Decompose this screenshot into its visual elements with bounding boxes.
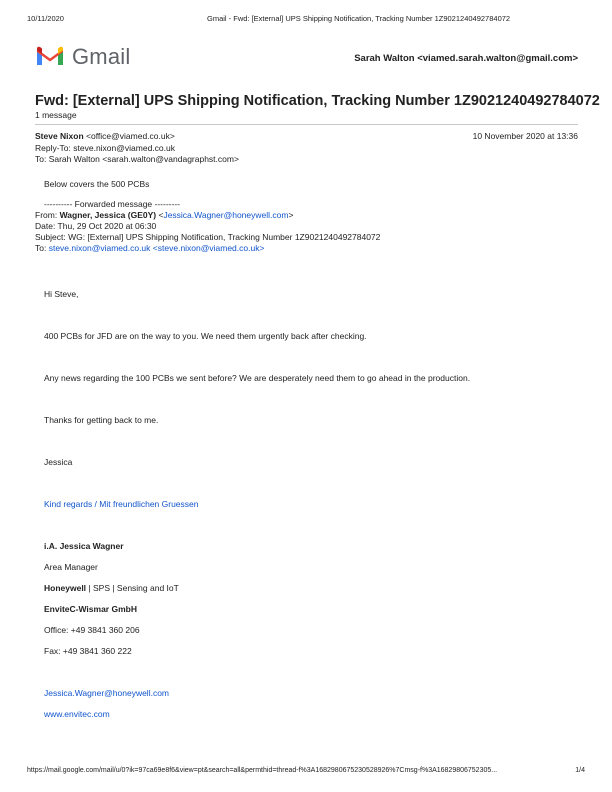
signature-subsidiary: EnviteC-Wismar GmbH <box>44 604 137 614</box>
fwd-to-line <box>35 243 264 253</box>
signature-office-phone: Office: +49 3841 360 206 <box>44 625 140 635</box>
fwd-to-email-link-2[interactable]: <steve.nixon@viamed.co.uk> <box>152 243 265 253</box>
signature-email-link[interactable]: Jessica.Wagner@honeywell.com <box>44 688 170 698</box>
fwd-from-label: From: <box>35 210 60 220</box>
reply-to-line: Reply-To: steve.nixon@viamed.co.uk <box>35 142 175 153</box>
signature-company-name: Honeywell <box>44 583 87 593</box>
fwd-to-email-link[interactable]: steve.nixon@viamed.co.uk <box>48 243 151 253</box>
fwd-to-label: To: <box>35 243 49 253</box>
signature-company-division: | SPS | Sensing and IoT <box>86 583 179 593</box>
regards-line: Kind regards / Mit freundlichen Gruessen <box>44 499 199 509</box>
signature-website-link[interactable]: www.envitec.com <box>44 709 110 719</box>
signoff: Jessica <box>44 457 73 467</box>
account-identity: Sarah Walton <viamed.sarah.walton@gmail.com> <box>354 53 578 64</box>
fwd-from-line <box>35 210 293 220</box>
forward-header: ---------- Forwarded message --------- <box>44 199 180 209</box>
gmail-logo-icon <box>35 45 65 67</box>
message-count: 1 message <box>35 110 77 120</box>
print-url: https://mail.google.com/mail/u/0?ik=97ca69e8f6&view=pt&search=all&permthid=thread-f%3A1682980675230528926%7Cmsg-f%3A16829806752305... <box>27 767 498 774</box>
paragraph-2: Any news regarding the 100 PCBs we sent before? We are desperately need them to go ahead in the production. <box>44 373 471 383</box>
fwd-from-email-link[interactable]: Jessica.Wagner@honeywell.com <box>163 210 289 220</box>
print-title: Gmail - Fwd: [External] UPS Shipping Notification, Tracking Number 1Z9021240492784072 <box>207 14 511 23</box>
sender-email: <office@viamed.co.uk> <box>86 131 175 141</box>
paragraph-3: Thanks for getting back to me. <box>44 415 159 425</box>
message-header <box>35 131 578 166</box>
sent-date: 10 November 2020 at 13:36 <box>472 131 578 141</box>
signature-name: i.A. Jessica Wagner <box>44 541 124 551</box>
signature-role: Area Manager <box>44 562 98 572</box>
divider <box>35 124 578 125</box>
fwd-from-name: Wagner, Jessica (GE0Y) <box>59 210 157 220</box>
fwd-from-gt: > <box>288 210 294 220</box>
greeting: Hi Steve, <box>44 289 79 299</box>
fwd-subject-line: Subject: WG: [External] UPS Shipping Notification, Tracking Number 1Z9021240492784072 <box>35 232 381 242</box>
signature-company <box>44 583 179 593</box>
fwd-from-lt: < <box>156 210 164 220</box>
intro-text: Below covers the 500 PCBs <box>44 179 150 189</box>
fwd-date-line: Date: Thu, 29 Oct 2020 at 06:30 <box>35 221 157 231</box>
to-line: To: Sarah Walton <sarah.walton@vandagraphst.com> <box>35 154 239 164</box>
sender-name: Steve Nixon <box>35 131 84 141</box>
gmail-wordmark: Gmail <box>72 44 131 69</box>
page-number: 1/4 <box>575 767 585 774</box>
print-date: 10/11/2020 <box>27 14 64 23</box>
thread-subject: Fwd: [External] UPS Shipping Notification, Tracking Number 1Z9021240492784072 <box>35 93 600 109</box>
signature-fax: Fax: +49 3841 360 222 <box>44 646 132 656</box>
paragraph-1: 400 PCBs for JFD are on the way to you. We need them urgently back after checking. <box>44 331 367 341</box>
